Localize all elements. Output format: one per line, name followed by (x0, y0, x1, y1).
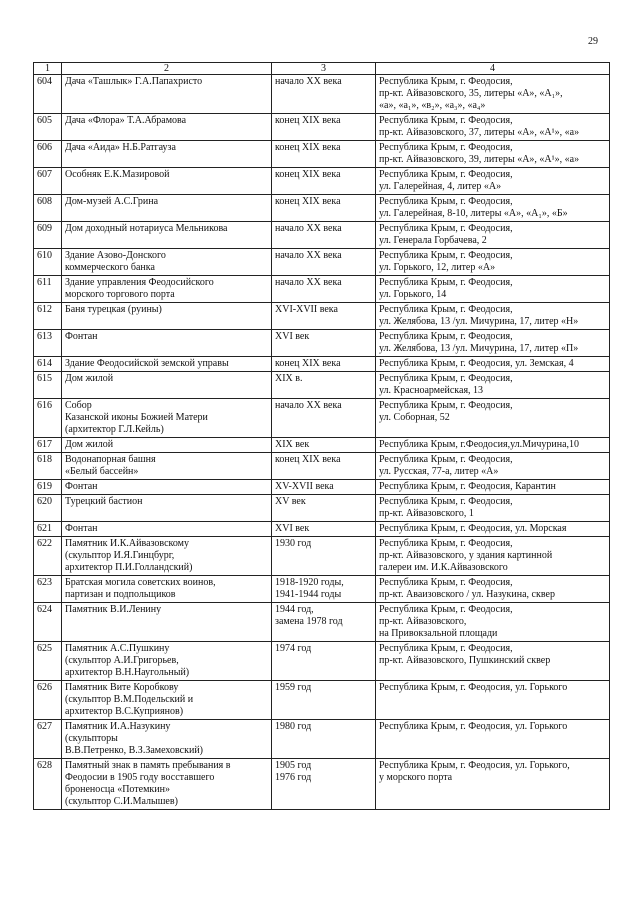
table-row (34, 399, 610, 438)
cell-name: Дом доходный нотариуса Мельникова (62, 222, 272, 249)
cell-date: 1918-1920 годы, 1941-1944 годы (272, 576, 376, 603)
cell-address: Республика Крым, г. Феодосия, пр-кт. Айвазовского, 37, литеры «А», «А¹», «а» (376, 114, 610, 141)
cell-address: Республика Крым, г. Феодосия, ул. Желябова, 13 /ул. Мичурина, 17, литер «П» (376, 330, 610, 357)
cell-name: Баня турецкая (руины) (62, 303, 272, 330)
table-row (34, 453, 610, 480)
cell-num: 609 (34, 222, 62, 249)
cell-address: Республика Крым, г. Феодосия, ул. Горького, у морского порта (376, 759, 610, 810)
cell-num: 623 (34, 576, 62, 603)
table-row (34, 603, 610, 642)
table-header-row (34, 63, 610, 75)
column-header: 1 (34, 63, 62, 75)
cell-num: 614 (34, 357, 62, 372)
cell-date: XV-XVII века (272, 480, 376, 495)
cell-address: Республика Крым, г. Феодосия, ул. Горького, 12, литер «А» (376, 249, 610, 276)
cell-address: Республика Крым, г. Феодосия, ул. Земская, 4 (376, 357, 610, 372)
cell-name: Памятник И.А.Назукину (скульпторы В.В.Петренко, В.З.Замеховский) (62, 720, 272, 759)
cell-name: Водонапорная башня «Белый бассейн» (62, 453, 272, 480)
cell-date: конец XIX века (272, 357, 376, 372)
cell-date: конец XIX века (272, 195, 376, 222)
table-row (34, 642, 610, 681)
cell-date: XVI-XVII века (272, 303, 376, 330)
cell-address: Республика Крым, г. Феодосия, ул. Желябова, 13 /ул. Мичурина, 17, литер «Н» (376, 303, 610, 330)
column-header: 3 (272, 63, 376, 75)
cell-num: 604 (34, 75, 62, 114)
cell-name: Дом жилой (62, 438, 272, 453)
table-row (34, 276, 610, 303)
cell-num: 616 (34, 399, 62, 438)
cell-num: 608 (34, 195, 62, 222)
table-row (34, 114, 610, 141)
cell-num: 612 (34, 303, 62, 330)
cell-name: Братская могила советских воинов, партизан и подпольщиков (62, 576, 272, 603)
cell-name: Дача «Аида» Н.Б.Ратгауза (62, 141, 272, 168)
table-row (34, 141, 610, 168)
page-number: 29 (588, 36, 598, 47)
table-row (34, 480, 610, 495)
cell-address: Республика Крым, г. Феодосия, пр-кт. Аваизовского / ул. Назукина, сквер (376, 576, 610, 603)
cell-num: 628 (34, 759, 62, 810)
cell-date: конец XIX века (272, 141, 376, 168)
table-row (34, 303, 610, 330)
cell-num: 627 (34, 720, 62, 759)
table-body (34, 75, 610, 810)
cell-num: 624 (34, 603, 62, 642)
column-header: 2 (62, 63, 272, 75)
column-header: 4 (376, 63, 610, 75)
table-row (34, 720, 610, 759)
cell-address: Республика Крым, г. Феодосия, ул. Соборная, 52 (376, 399, 610, 438)
cell-address: Республика Крым, г.Феодосия,ул.Мичурина,10 (376, 438, 610, 453)
cell-date: XIX век (272, 438, 376, 453)
cell-num: 625 (34, 642, 62, 681)
cell-address: Республика Крым, г. Феодосия, пр-кт. Айвазовского, 39, литеры «А», «А¹», «а» (376, 141, 610, 168)
cell-num: 617 (34, 438, 62, 453)
cell-num: 619 (34, 480, 62, 495)
cell-name: Фонтан (62, 330, 272, 357)
cell-address: Республика Крым, г. Феодосия, пр-кт. Айвазовского, на Привокзальной площади (376, 603, 610, 642)
cell-date: XVI век (272, 522, 376, 537)
cell-date: начало XX века (272, 399, 376, 438)
cell-name: Дача «Ташлык» Г.А.Папахристо (62, 75, 272, 114)
table-row (34, 759, 610, 810)
cell-num: 622 (34, 537, 62, 576)
cell-name: Собор Казанской иконы Божией Матери (архитектор Г.Л.Кейль) (62, 399, 272, 438)
cell-address: Республика Крым, г. Феодосия, ул. Горького (376, 681, 610, 720)
cell-date: 1905 год 1976 год (272, 759, 376, 810)
cell-name: Здание Феодосийской земской управы (62, 357, 272, 372)
table-row (34, 222, 610, 249)
table-row (34, 75, 610, 114)
cell-date: начало XX века (272, 249, 376, 276)
table-row (34, 249, 610, 276)
table-row (34, 438, 610, 453)
monuments-table (33, 62, 610, 810)
cell-name: Памятник И.К.Айвазовскому (скульптор И.Я.Гинцбург, архитектор П.И.Голландский) (62, 537, 272, 576)
cell-address: Республика Крым, г. Феодосия, пр-кт. Айвазовского, 35, литеры «А», «А₁», «а», «а₁», «в₂», «а₃», «а₄» (376, 75, 610, 114)
table-row (34, 372, 610, 399)
cell-name: Фонтан (62, 480, 272, 495)
cell-name: Дом-музей А.С.Грина (62, 195, 272, 222)
cell-address: Республика Крым, г. Феодосия, ул. Генерала Горбачева, 2 (376, 222, 610, 249)
cell-name: Памятник А.С.Пушкину (скульптор А.И.Григорьев, архитектор В.Н.Наугольный) (62, 642, 272, 681)
cell-date: конец XIX века (272, 168, 376, 195)
cell-num: 610 (34, 249, 62, 276)
cell-address: Республика Крым, г. Феодосия, ул. Красноармейская, 13 (376, 372, 610, 399)
table-row (34, 537, 610, 576)
cell-date: конец XIX века (272, 453, 376, 480)
table-row (34, 168, 610, 195)
cell-date: 1930 год (272, 537, 376, 576)
table-row (34, 681, 610, 720)
cell-address: Республика Крым, г. Феодосия, ул. Морская (376, 522, 610, 537)
cell-name: Памятник Вите Коробкову (скульптор В.М.Подельский и архитектор В.С.Куприянов) (62, 681, 272, 720)
cell-address: Республика Крым, г. Феодосия, пр-кт. Айвазовского, 1 (376, 495, 610, 522)
table-row (34, 195, 610, 222)
cell-num: 611 (34, 276, 62, 303)
cell-address: Республика Крым, г. Феодосия, ул. Русская, 77-а, литер «А» (376, 453, 610, 480)
cell-date: 1944 год, замена 1978 год (272, 603, 376, 642)
cell-date: начало XX века (272, 276, 376, 303)
cell-date: XVI век (272, 330, 376, 357)
cell-num: 620 (34, 495, 62, 522)
table-row (34, 495, 610, 522)
cell-num: 605 (34, 114, 62, 141)
cell-date: 1959 год (272, 681, 376, 720)
cell-name: Турецкий бастион (62, 495, 272, 522)
cell-address: Республика Крым, г. Феодосия, ул. Галерейная, 4, литер «А» (376, 168, 610, 195)
cell-name: Особняк Е.К.Мазировой (62, 168, 272, 195)
cell-date: конец XIX века (272, 114, 376, 141)
cell-name: Памятник В.И.Ленину (62, 603, 272, 642)
cell-address: Республика Крым, г. Феодосия, пр-кт. Айвазовского, Пушкинский сквер (376, 642, 610, 681)
table-row (34, 357, 610, 372)
cell-num: 607 (34, 168, 62, 195)
cell-date: начало XX века (272, 75, 376, 114)
cell-date: 1974 год (272, 642, 376, 681)
cell-address: Республика Крым, г. Феодосия, ул. Горького, 14 (376, 276, 610, 303)
cell-date: начало XX века (272, 222, 376, 249)
cell-name: Фонтан (62, 522, 272, 537)
cell-num: 615 (34, 372, 62, 399)
cell-address: Республика Крым, г. Феодосия, Карантин (376, 480, 610, 495)
cell-date: XV век (272, 495, 376, 522)
cell-num: 613 (34, 330, 62, 357)
cell-address: Республика Крым, г. Феодосия, ул. Галерейная, 8-10, литеры «А», «А₁», «Б» (376, 195, 610, 222)
cell-name: Дом жилой (62, 372, 272, 399)
cell-num: 626 (34, 681, 62, 720)
cell-name: Здание управления Феодосийского морского торгового порта (62, 276, 272, 303)
cell-name: Дача «Флора» Т.А.Абрамова (62, 114, 272, 141)
table-row (34, 576, 610, 603)
table-row (34, 330, 610, 357)
cell-address: Республика Крым, г. Феодосия, пр-кт. Айвазовского, у здания картинной галереи им. И.К.Айвазовского (376, 537, 610, 576)
cell-name: Здание Азово-Донского коммерческого банка (62, 249, 272, 276)
table-row (34, 522, 610, 537)
cell-num: 621 (34, 522, 62, 537)
cell-address: Республика Крым, г. Феодосия, ул. Горького (376, 720, 610, 759)
cell-num: 618 (34, 453, 62, 480)
cell-num: 606 (34, 141, 62, 168)
cell-name: Памятный знак в память пребывания в Феодосии в 1905 году восставшего броненосца «Потемкин» (скульптор С.И.Малышев) (62, 759, 272, 810)
cell-date: 1980 год (272, 720, 376, 759)
cell-date: XIX в. (272, 372, 376, 399)
